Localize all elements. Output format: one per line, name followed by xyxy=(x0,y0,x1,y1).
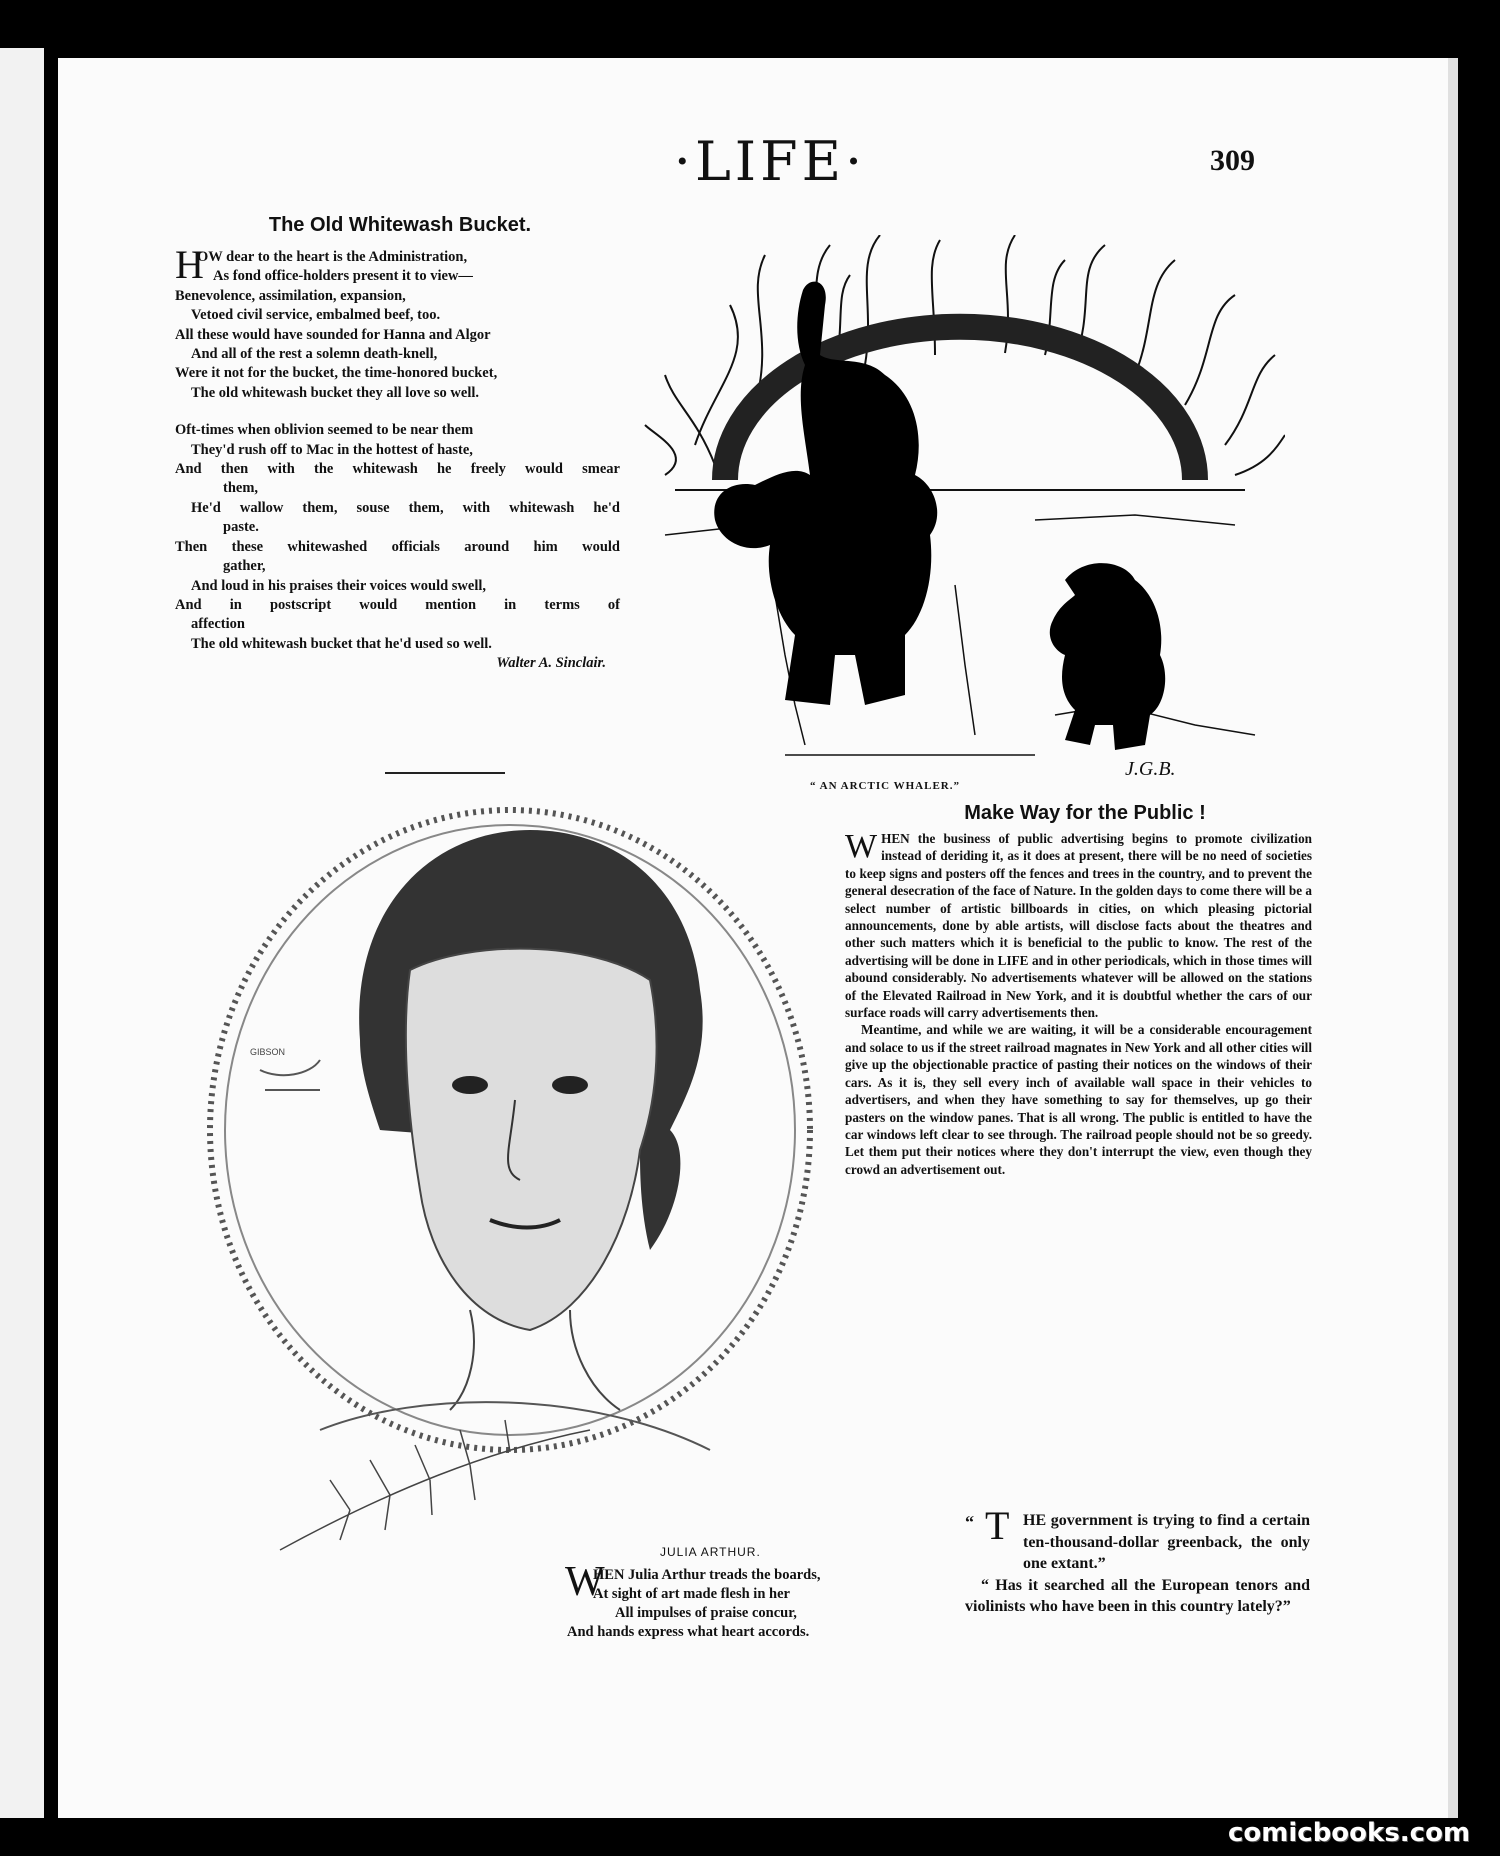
left-eye xyxy=(452,1076,488,1094)
ice-floes xyxy=(665,515,1255,755)
joke-paragraph-2: “ Has it searched all the European tenors and violinists who have been in this country lately?” xyxy=(965,1576,1310,1615)
binding-gutter xyxy=(50,40,55,1820)
article-paragraph-2: Meantime, and while we are waiting, it will be a considerable encouragement and solace to us if the street railroad magnates in New York and all other cities will give up the objectionable practice of pasting their notices on the windows of their cars. As it is, they sell every inch of available wall space in their vehicles to advertisers, and when they have something to say for themselves, up go their pasters on the window panes. That is all wrong. The public is entitled to have the car windows left clear to see through. The railroad people should not be so greedy. Let them put their notices where they don't interrupt the view, even though they crowd an advertisement out. xyxy=(845,1022,1312,1177)
poem-line: gather, xyxy=(223,558,266,575)
horizon-sun-arc xyxy=(725,327,1195,480)
poem-line: He'd wallow them, souse them, with whitewash he'd xyxy=(191,499,620,516)
greenback-joke xyxy=(965,1503,1310,1618)
julia-caption: JULIA ARTHUR. xyxy=(660,1545,761,1559)
poem-line: And loud in his praises their voices would swell, xyxy=(191,577,487,594)
artist-signature: GIBSON xyxy=(250,1047,286,1057)
poem-line: All these would have sounded for Hanna and Algor xyxy=(175,326,491,343)
artist-monogram xyxy=(260,1060,320,1090)
poem-line: The old whitewash bucket that he'd used so well. xyxy=(191,635,492,652)
joke-paragraph-1-text: HE government is trying to find a certain ten-thousand-dollar greenback, the only one extant.” xyxy=(1023,1512,1310,1572)
poem-line: As fond office-holders present it to view— xyxy=(213,268,473,285)
poem-line: Oft-times when oblivion seemed to be near them xyxy=(175,422,474,439)
watermark: comicbooks.com xyxy=(1228,1818,1471,1848)
poem-line: them, xyxy=(223,480,259,497)
page-number: 309 xyxy=(1210,144,1255,177)
arctic-whaler-illustration xyxy=(635,235,1285,795)
poem-title: The Old Whitewash Bucket. xyxy=(268,214,532,236)
poem-first-line-text: OW dear to the heart is the Administration, xyxy=(197,249,468,265)
article-paragraph-1-text: HEN the business of public advertising begins to promote civilization instead of deriding it, as it does at present, there will be no need of societies to keep signs and posters off the fences and trees in the country, and to prevent the general desecration of the face of Nature. In the golden days to come there will be a select number of artistic billboards in cities, on which pleasing pictorial announcements, done by able artists, will disclose facts about the theatres and other such matters which it is beneficial to the public to know. The rest of the advertising will be done in LIFE and in other periodicals, which in those times will abound considerably. No advertisements whatever will be allowed on the stations of the Elevated Railroad in New York, and it is doubtful whether the cars of our surface roads will carry advertisements then. xyxy=(845,831,1312,1021)
poem-line: And in postscript would mention in terms of xyxy=(175,596,620,613)
stanza-gap xyxy=(175,403,620,421)
poem-body xyxy=(175,242,620,674)
joke-dropcap: T xyxy=(985,1503,1010,1548)
julia-verse-line-2: At sight of art made flesh in her xyxy=(593,1586,790,1602)
julia-verse-line-3: All impulses of praise concur, xyxy=(615,1605,797,1621)
poem-line: Were it not for the bucket, the time-honored bucket, xyxy=(175,365,498,382)
companion-silhouette xyxy=(1050,563,1165,750)
section-divider xyxy=(385,772,505,774)
julia-verse-line-1: HEN Julia Arthur treads the boards, xyxy=(593,1567,821,1583)
face xyxy=(406,949,657,1330)
poem-line: Benevolence, assimilation, expansion, xyxy=(175,287,406,304)
whaler-caption: “ AN ARCTIC WHALER.” xyxy=(810,780,960,792)
poem-line: paste. xyxy=(223,519,259,536)
article-title: Make Way for the Public ! xyxy=(964,802,1206,824)
magazine-page xyxy=(58,58,1458,1818)
poem-line: And all of the rest a solemn death-knell, xyxy=(191,346,438,363)
right-eye xyxy=(552,1076,588,1094)
article-paragraph-1 xyxy=(845,830,1312,1021)
julia-verse xyxy=(565,1559,915,1642)
julia-dropcap: W xyxy=(565,1559,605,1605)
joke-open-quote: “ xyxy=(965,1512,974,1532)
article-body xyxy=(845,830,1312,1178)
poem-line: The old whitewash bucket they all love so well. xyxy=(191,384,479,401)
poem-byline: Walter A. Sinclair. xyxy=(496,655,606,672)
whaler-signature: J.G.B. xyxy=(1125,758,1176,780)
article-dropcap: W xyxy=(845,828,878,865)
poem-line: Then these whitewashed officials around him would xyxy=(175,538,620,555)
masthead: ·LIFE· xyxy=(673,130,867,193)
poem-line: And then with the whitewash he freely would smear xyxy=(175,461,620,478)
poem-line: They'd rush off to Mac in the hottest of haste, xyxy=(191,441,473,458)
poem-line: Vetoed civil service, embalmed beef, too. xyxy=(191,307,441,324)
joke-paragraph-1 xyxy=(965,1503,1310,1575)
julia-arthur-portrait xyxy=(170,790,840,1560)
poem-dropcap: H xyxy=(175,242,204,287)
julia-verse-line-4: And hands express what heart accords. xyxy=(567,1624,810,1640)
poem-line: affection xyxy=(191,616,245,633)
facing-page-edge xyxy=(0,48,44,1818)
